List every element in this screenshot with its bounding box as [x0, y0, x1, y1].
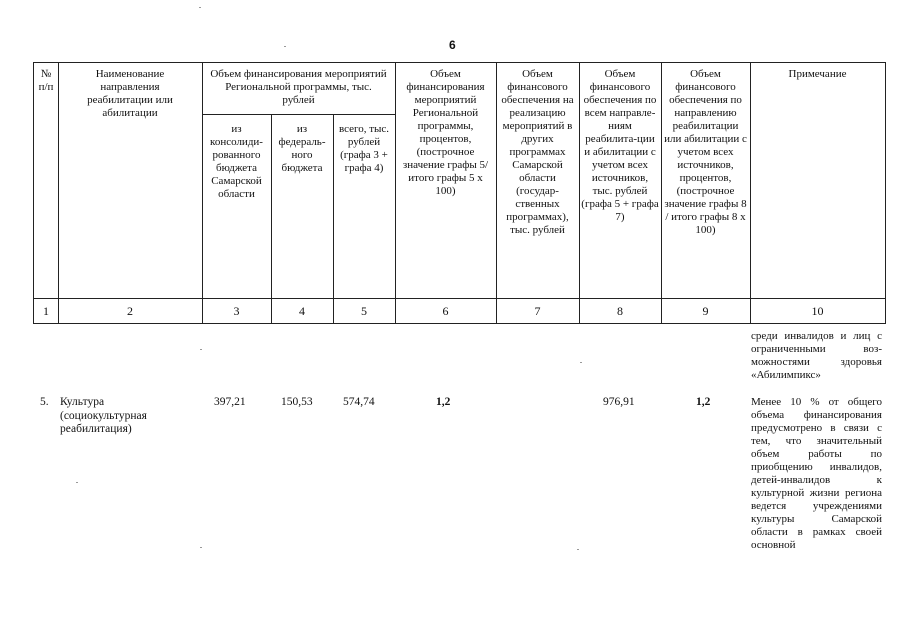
column-number: 2 — [127, 304, 133, 318]
row-all-sources: 976,91 — [603, 396, 635, 408]
header-col-all-sources: Объем финансового обеспечения по всем направле-ниям реабилита-ции и абилитации с учетом всех источников, тыс. рублей (графа 5 + графа 7) — [581, 68, 659, 223]
grid-line — [750, 63, 751, 323]
scan-speck — [76, 482, 78, 483]
header-col-regional-budget: из консолиди-рованного бюджета Самарской области — [210, 123, 263, 200]
row-total: 574,74 — [343, 396, 375, 408]
column-number: 5 — [361, 304, 367, 318]
scan-speck — [200, 547, 202, 548]
column-number: 9 — [702, 304, 709, 318]
column-number: 7 — [534, 304, 541, 318]
header-col-other-programs: Объем финансового обеспечения на реализацию мероприятий в других программах Самарской области (государ-ственных программах), тыс. рублей — [501, 68, 574, 236]
header-col-name: Наименование направления реабилитации или абилитации — [87, 68, 173, 119]
header-col-all-sources-percent: Объем финансового обеспечения по направлению реабилитации или абилитации с учетом всех источников, процентов, (построчное значение графы 8 / итого графы 8 х 100) — [664, 68, 747, 236]
row-federal-budget: 150,53 — [281, 396, 313, 408]
header-col-note: Примечание — [788, 68, 847, 80]
column-number: 6 — [442, 304, 449, 318]
table-header — [33, 62, 886, 324]
header-col-total: всего, тыс. рублей (графа 3 + графа 4) — [338, 123, 390, 174]
header-col-federal-budget: из федераль-ного бюджета — [278, 123, 326, 174]
row-regional-budget: 397,21 — [214, 396, 246, 408]
header-col-percent: Объем финансирования мероприятий Региональной программы, процентов, (построчное значение графы 5/ итого графы 5 х 100) — [402, 68, 489, 197]
grid-line — [34, 298, 885, 299]
scan-speck — [577, 549, 579, 550]
row-number: 5. — [40, 396, 49, 408]
row-percent: 1,2 — [436, 396, 451, 408]
column-number: 8 — [617, 304, 623, 318]
column-number: 4 — [299, 304, 305, 318]
column-number: 10 — [811, 304, 824, 318]
scan-speck — [200, 349, 202, 350]
page-number: 6 — [449, 38, 456, 52]
row-name: Культура (социокультурная реабилитация) — [60, 396, 147, 435]
header-col-num: № п/п — [38, 68, 54, 93]
row-note: Менее 10 % от общего объема финансирования предусмотрено в связи с тем, что значительный объем работы по приобщению инвалидов, детей-инвалидов к культурной жизни региона ведется учреждениями культуры Самарской области в рамках своей основной — [751, 396, 882, 551]
scan-speck — [580, 362, 582, 363]
column-number: 1 — [43, 304, 49, 318]
scan-speck — [284, 46, 286, 47]
grid-line — [202, 114, 395, 115]
column-number: 3 — [233, 304, 240, 318]
row-all-sources-percent: 1,2 — [696, 396, 711, 408]
header-financing-group: Объем финансирования мероприятий Региональной программы, тыс. рублей — [210, 68, 387, 106]
scan-speck — [199, 7, 201, 8]
continuation-note: среди инвалидов и лиц с ограниченными воз-можностями здоровья «Абилимпикс» — [751, 330, 882, 381]
